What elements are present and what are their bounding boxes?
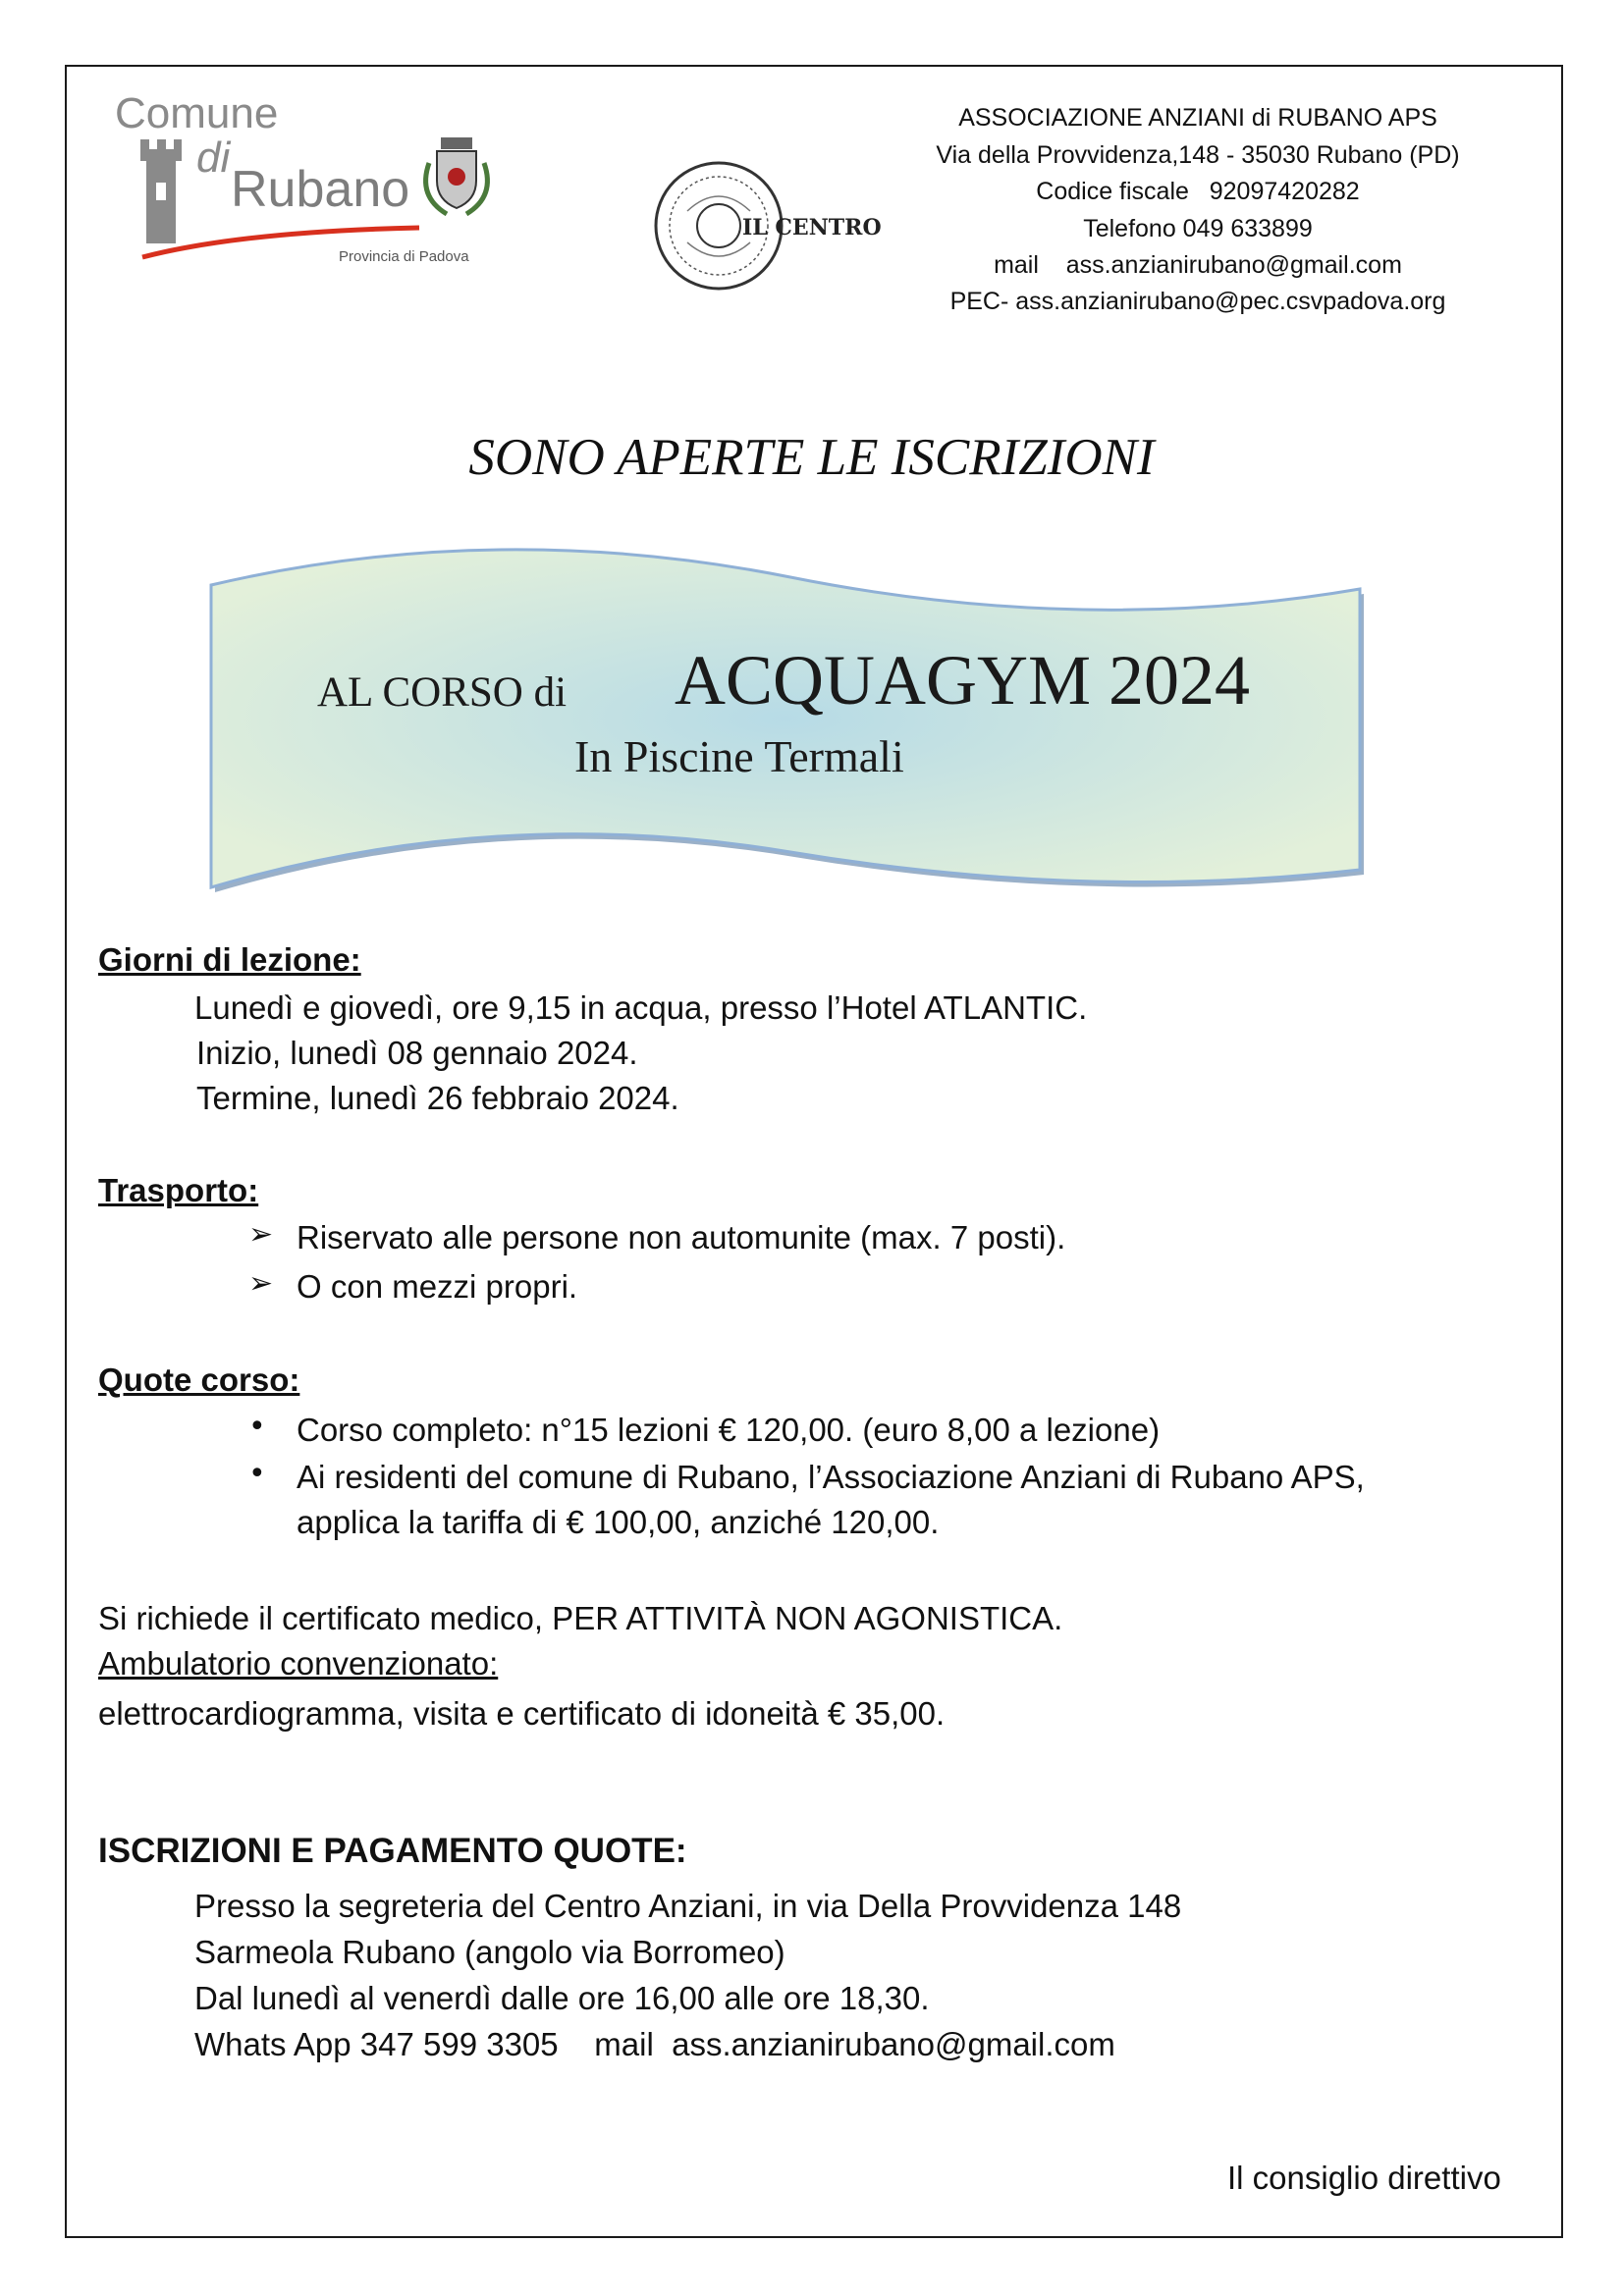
registration-line: Dal lunedì al venerdì dalle ore 16,00 alle ore 18,30. (194, 1980, 930, 2016)
banner-prefix: AL CORSO di (317, 669, 568, 716)
il-centro-stamp (648, 152, 884, 299)
registration-title: ISCRIZIONI E PAGAMENTO QUOTE: (98, 1832, 687, 1870)
association-tax-code: Codice fiscale 92097420282 (1036, 178, 1360, 205)
dot-bullet-icon: • (248, 1457, 266, 1491)
arrow-bullet-icon: ➢ (248, 1217, 274, 1252)
registration-line: Whats App 347 599 3305 mail ass.anzianirubano@gmail.com (194, 2026, 1115, 2062)
association-mail: mail ass.anzianirubano@gmail.com (994, 251, 1402, 279)
fees-title: Quote corso: (98, 1362, 300, 1398)
svg-text:IL CENTRO: IL CENTRO (742, 215, 882, 240)
registration-line: Sarmeola Rubano (angolo via Borromeo) (194, 1934, 785, 1970)
signature: Il consiglio direttivo (1227, 2160, 1501, 2196)
fees-item: Ai residenti del comune di Rubano, l’Associazione Anziani di Rubano APS, (297, 1459, 1365, 1495)
clinic-title: Ambulatorio convenzionato: (98, 1645, 499, 1682)
transport-title: Trasporto: (98, 1172, 259, 1208)
registration-line: Presso la segreteria del Centro Anziani, in via Della Provvidenza 148 (194, 1888, 1182, 1924)
comune-rubano-logo (113, 88, 525, 285)
medical-line: Si richiede il certificato medico, PER ATTIVITÀ NON AGONISTICA. (98, 1600, 1063, 1636)
svg-text:Comune: Comune (115, 89, 279, 137)
association-pec: PEC- ass.anzianirubano@pec.csvpadova.org (949, 288, 1446, 315)
lessons-line: Lunedì e giovedì, ore 9,15 in acqua, presso l’Hotel ATLANTIC. (194, 989, 1088, 1026)
banner-title: ACQUAGYM 2024 (675, 641, 1251, 720)
lessons-line: Inizio, lunedì 08 gennaio 2024. (196, 1035, 638, 1071)
association-name: ASSOCIAZIONE ANZIANI di RUBANO APS (958, 104, 1437, 132)
page-heading: SONO APERTE LE ISCRIZIONI (468, 429, 1155, 486)
fees-item: Corso completo: n°15 lezioni € 120,00. (euro 8,00 a lezione) (297, 1412, 1161, 1448)
association-address: Via della Provvidenza,148 - 35030 Rubano (PD) (936, 141, 1460, 169)
svg-text:Rubano: Rubano (231, 161, 410, 218)
arrow-bullet-icon: ➢ (248, 1266, 274, 1301)
fees-item-continued: applica la tariffa di € 100,00, anziché 120,00. (297, 1504, 940, 1540)
course-banner (201, 538, 1370, 906)
lessons-line: Termine, lunedì 26 febbraio 2024. (196, 1080, 679, 1116)
dot-bullet-icon: • (248, 1410, 266, 1444)
banner-subtitle: In Piscine Termali (574, 731, 904, 781)
svg-text:Provincia di Padova: Provincia di Padova (339, 248, 469, 265)
banner-shape (201, 538, 1370, 906)
association-phone: Telefono 049 633899 (1083, 215, 1313, 242)
transport-item: O con mezzi propri. (297, 1268, 578, 1305)
svg-text:di: di (196, 133, 231, 182)
transport-item: Riservato alle persone non automunite (max. 7 posti). (297, 1219, 1066, 1255)
lessons-title: Giorni di lezione: (98, 941, 361, 978)
clinic-line: elettrocardiogramma, visita e certificato di idoneità € 35,00. (98, 1695, 946, 1732)
